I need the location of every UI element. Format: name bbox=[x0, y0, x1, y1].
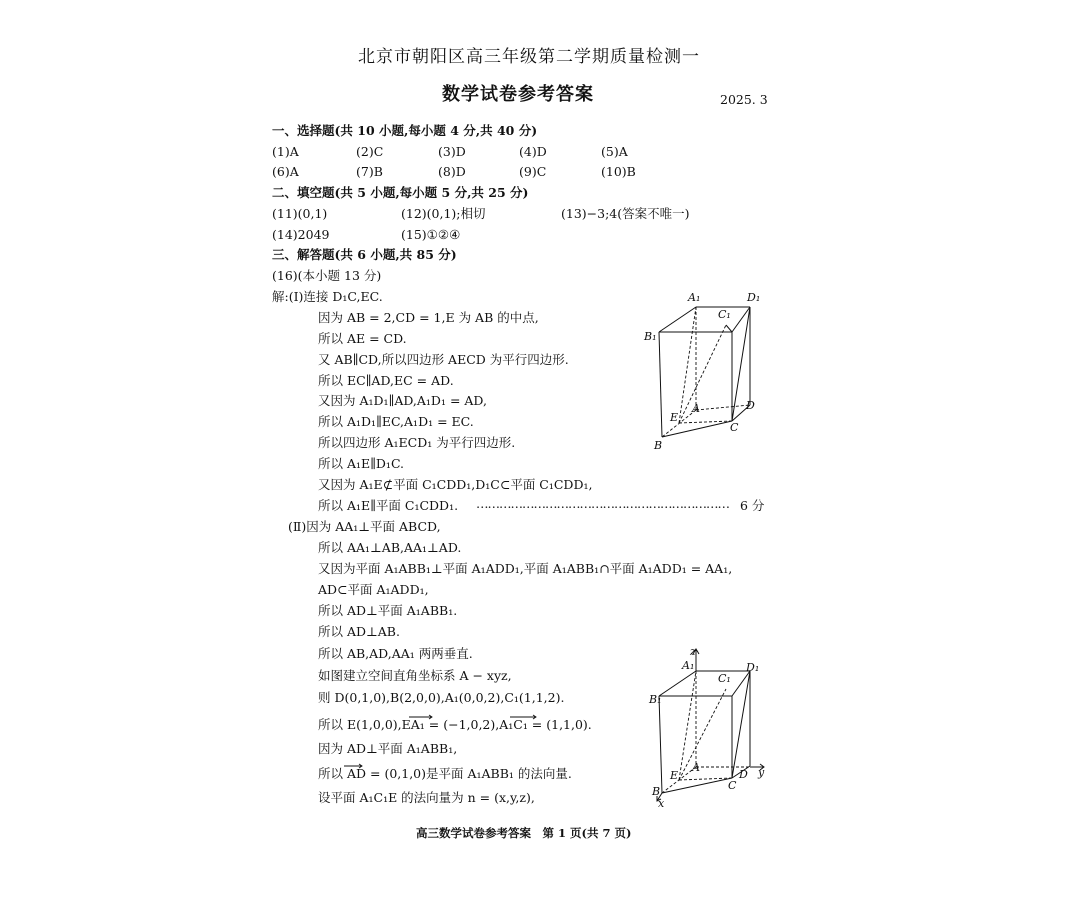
dot-leader: ………………………………………………………… bbox=[476, 496, 729, 511]
label-x: x bbox=[658, 797, 665, 810]
label-A1: A₁ bbox=[682, 659, 695, 672]
solution-line: 又因为 A₁E⊄平面 C₁CDD₁,D₁C⊂平面 C₁CDD₁, bbox=[318, 477, 593, 492]
question-16-title: (16)(本小题 13 分) bbox=[272, 268, 382, 283]
solution-line: 又因为 A₁D₁∥AD,A₁D₁ = AD, bbox=[318, 393, 487, 408]
section1-heading: 一、选择题(共 10 小题,每小题 4 分,共 40 分) bbox=[272, 123, 538, 138]
label-D: D bbox=[746, 399, 755, 412]
solution-line: AD⊂平面 A₁ADD₁, bbox=[318, 582, 429, 597]
solution-line: 所以 A₁D₁∥EC,A₁D₁ = EC. bbox=[318, 414, 474, 429]
label-E: E bbox=[670, 411, 679, 424]
solution-line: 因为 AB = 2,CD = 1,E 为 AB 的中点, bbox=[318, 310, 539, 325]
score-label: 6 分 bbox=[740, 498, 765, 513]
label-A1: A₁ bbox=[688, 291, 701, 304]
answer-10: (10)B bbox=[601, 164, 636, 179]
label-D: D bbox=[739, 768, 748, 781]
label-B1: B₁ bbox=[644, 330, 657, 343]
answer-11: (11)(0,1) bbox=[272, 206, 328, 221]
answer-3: (3)D bbox=[438, 144, 466, 159]
solution-line: 所以 A₁E∥平面 C₁CDD₁. bbox=[318, 498, 459, 513]
solution-line: 所以 AD = (0,1,0)是平面 A₁ABB₁ 的法向量. bbox=[318, 766, 572, 781]
solution-line: 所以 EC∥AD,EC = AD. bbox=[318, 373, 454, 388]
solution-line: 所以 AB,AD,AA₁ 两两垂直. bbox=[318, 646, 473, 661]
answer-6: (6)A bbox=[272, 164, 299, 179]
answer-1: (1)A bbox=[272, 144, 299, 159]
prism-figure-1 bbox=[640, 285, 780, 455]
section2-heading: 二、填空题(共 5 小题,每小题 5 分,共 25 分) bbox=[272, 185, 529, 200]
solution-line: 如图建立空间直角坐标系 A − xyz, bbox=[318, 668, 512, 683]
solution-line: 又因为平面 A₁ABB₁⊥平面 A₁ADD₁,平面 A₁ABB₁∩平面 A₁ADD₁ = AA₁, bbox=[318, 561, 733, 576]
prism-figure-2 bbox=[640, 643, 780, 813]
answer-15: (15)①②④ bbox=[401, 227, 461, 242]
answer-13: (13)−3;4(答案不唯一) bbox=[561, 206, 690, 221]
answer-14: (14)2049 bbox=[272, 227, 330, 242]
answer-5: (5)A bbox=[601, 144, 628, 159]
solution-line: 所以 A₁E∥D₁C. bbox=[318, 456, 405, 471]
solution-line: 又 AB∥CD,所以四边形 AECD 为平行四边形. bbox=[318, 352, 569, 367]
solution-line: 所以 E(1,0,0),EA₁ = (−1,0,2),A₁C₁ = (1,1,0). bbox=[318, 717, 592, 732]
label-C: C bbox=[728, 779, 737, 792]
answer-12: (12)(0,1);相切 bbox=[401, 206, 486, 221]
page-footer: 高三数学试卷参考答案 第 1 页(共 7 页) bbox=[416, 826, 632, 840]
solution-line: 所以四边形 A₁ECD₁ 为平行四边形. bbox=[318, 435, 516, 450]
solution-line: 所以 AE = CD. bbox=[318, 331, 407, 346]
label-C: C bbox=[730, 421, 739, 434]
label-E: E bbox=[670, 769, 679, 782]
label-C1: C₁ bbox=[718, 308, 731, 321]
solution-line: (Ⅱ)因为 AA₁⊥平面 ABCD, bbox=[288, 519, 441, 534]
answer-2: (2)C bbox=[356, 144, 384, 159]
answer-8: (8)D bbox=[438, 164, 466, 179]
label-A: A bbox=[692, 761, 700, 774]
solution-line: 设平面 A₁C₁E 的法向量为 n = (x,y,z), bbox=[318, 790, 535, 805]
label-B1: B₁ bbox=[649, 693, 662, 706]
label-C1: C₁ bbox=[718, 672, 731, 685]
label-B: B bbox=[654, 439, 663, 452]
label-B: B bbox=[652, 785, 661, 798]
answer-9: (9)C bbox=[519, 164, 547, 179]
page-subtitle: 数学试卷参考答案 bbox=[442, 84, 594, 105]
solution-line: 所以 AD⊥平面 A₁ABB₁. bbox=[318, 603, 458, 618]
label-D1: D₁ bbox=[746, 661, 760, 674]
label-A: A bbox=[692, 402, 700, 415]
label-D1: D₁ bbox=[747, 291, 761, 304]
answer-4: (4)D bbox=[519, 144, 547, 159]
page-title: 北京市朝阳区高三年级第二学期质量检测一 bbox=[358, 47, 700, 67]
label-y: y bbox=[758, 766, 765, 779]
solution-line: 解:(Ⅰ)连接 D₁C,EC. bbox=[272, 289, 383, 304]
solution-line: 所以 AA₁⊥AB,AA₁⊥AD. bbox=[318, 540, 462, 555]
solution-line: 则 D(0,1,0),B(2,0,0),A₁(0,0,2),C₁(1,1,2). bbox=[318, 690, 565, 705]
answer-7: (7)B bbox=[356, 164, 383, 179]
label-z: z bbox=[690, 645, 696, 658]
solution-line: 所以 AD⊥AB. bbox=[318, 624, 400, 639]
section3-heading: 三、解答题(共 6 小题,共 85 分) bbox=[272, 247, 457, 262]
solution-line: 因为 AD⊥平面 A₁ABB₁, bbox=[318, 741, 458, 756]
date: 2025. 3 bbox=[720, 92, 768, 107]
